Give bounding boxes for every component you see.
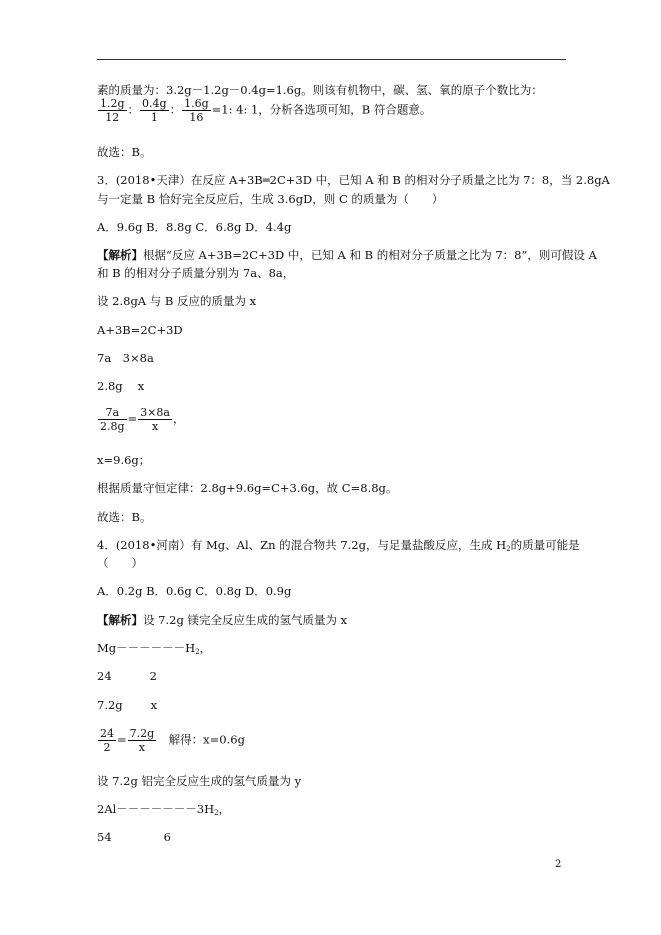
text-line: 素的质量为：3.2g－1.2g－0.4g=1.6g。则该有机物中，碳、氢、氧的原子个数比为： (97, 83, 543, 97)
fraction: $\frac{7a}{2.8g}$ (100, 406, 125, 433)
fraction: $\frac{3\times 8a}{x}$ (140, 406, 170, 433)
text-line: 故选：B。 (97, 510, 152, 524)
text-line: 54 6 (97, 830, 171, 844)
question-3-line: 3．(2018•天津）在反应 A+3B═2C+3D 中，已知 A 和 B 的相对分子质量之比为 7：8，当 2.8gA (97, 173, 610, 187)
text-line: 故选：B。 (97, 145, 152, 159)
fraction: $\frac{1.2g}{12}$ (100, 97, 125, 124)
fraction: $\frac{24}{2}$ (100, 727, 114, 754)
equation-line: A+3B=2C+3D (97, 323, 183, 337)
page-number: 2 (555, 859, 562, 870)
text-line: 根据质量守恒定律：2.8g+9.6g=C+3.6g，故 C=8.8g。 (97, 481, 398, 495)
analysis-line: 【解析】根据“反应 A+3B=2C+3D 中，已知 A 和 B 的相对分子质量之比为 7：8”，则可假设 A (97, 248, 597, 262)
analysis-line: 和 B 的相对分子质量分别为 7a、8a， (97, 266, 295, 280)
fraction-line: $\frac{24}{2}$ = $\frac{7.2g}{x}$ 解得：x=0.6g (100, 727, 245, 754)
text-line: 设 7.2g 铝完全反应生成的氢气质量为 y (97, 774, 302, 788)
fraction: $\frac{7.2g}{x}$ (129, 727, 155, 754)
analysis-line: 【解析】设 7.2g 镁完全反应生成的氢气质量为 x (97, 613, 348, 627)
header-rule (97, 59, 566, 60)
text-line: 7.2g x (97, 698, 158, 712)
fraction: $\frac{1.6g}{16}$ (184, 97, 209, 124)
text-line: 24 2 (97, 669, 157, 683)
fraction: $\frac{0.4g}{1}$ (142, 97, 167, 124)
question-3-line: 与一定量 B 恰好完全反应后，生成 3.6gD，则 C 的质量为（ ） (97, 192, 444, 206)
equation-line: $2Al-------3H_2$， (97, 802, 231, 817)
text-line: x=9.6g； (97, 453, 151, 467)
analysis-tag: 【解析】 (97, 248, 143, 262)
fraction-line: $\frac{7a}{2.8g}$ = $\frac{3\times 8a}{x}$ ， (100, 406, 185, 433)
analysis-tag: 【解析】 (97, 613, 143, 627)
question-4-line: （ ） (97, 556, 143, 570)
text-line: 设 2.8gA 与 B 反应的质量为 x (97, 294, 257, 308)
question-4-line: 4．(2018•河南）有 Mg、Al、Zn 的混合物共 7.2g，与足量盐酸反应，生成 $H_2$的质量可能是 (97, 538, 580, 553)
question-3-options: A．9.6g B．8.8g C．6.8g D．4.4g (97, 220, 292, 234)
text-line: 2.8g x (97, 379, 145, 393)
text-line: 7a 3×8a (97, 351, 154, 365)
fraction-line: $\frac{1.2g}{12}$ ： $\frac{0.4g}{1}$ ： $\frac{1.6g}{16}$ =1: 4: 1，分析各选项可知，B 符合题意。 (100, 97, 432, 124)
question-4-options: A．0.2g B．0.6g C．0.8g D．0.9g (97, 584, 292, 598)
equation-line: $Mg------H_2$， (97, 641, 212, 656)
